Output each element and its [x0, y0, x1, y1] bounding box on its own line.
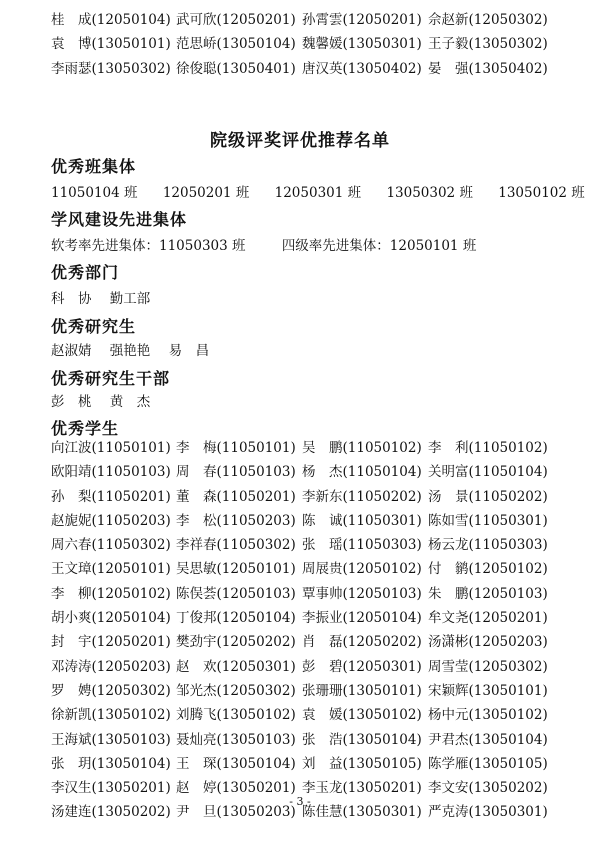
name-entry: 张 瑶(11050303) — [302, 537, 422, 554]
name-entry: 关明富(11050104) — [428, 464, 548, 481]
name-entry: 王文璋(12050101) — [51, 561, 171, 578]
excellent-students-list — [51, 436, 571, 825]
excellent-grad-list — [51, 339, 223, 359]
class-item: 13050302 班 — [386, 185, 473, 201]
name-entry: 李文安(13050202) — [428, 780, 548, 797]
grad-item: 易 昌 — [168, 343, 210, 359]
name-entry: 董 森(11050201) — [176, 488, 296, 505]
name-entry: 袁 博(13050101) — [51, 36, 171, 53]
name-entry: 牟文尧(12050201) — [428, 610, 548, 627]
name-entry: 王子毅(13050302) — [428, 36, 548, 53]
heading-grad-cadre: 优秀研究生干部 — [51, 369, 171, 388]
name-entry: 唐汉英(13050402) — [302, 60, 422, 77]
heading-excellent-class: 优秀班集体 — [51, 157, 137, 176]
cadre-item: 黄 杰 — [109, 394, 151, 410]
name-entry: 李玉龙(13050201) — [302, 780, 422, 797]
grad-item: 赵淑婧 — [51, 343, 92, 359]
name-entry: 汤 景(11050202) — [428, 488, 548, 505]
page-number: - 3 - — [289, 795, 311, 808]
heading-excellent-students: 优秀学生 — [51, 419, 120, 438]
name-entry: 范思峤(13050104) — [176, 36, 296, 53]
name-entry: 李新东(11050202) — [302, 488, 422, 505]
name-entry: 欧阳靖(11050103) — [51, 464, 171, 481]
name-entry: 袁 媛(13050102) — [302, 707, 422, 724]
name-entry: 向江波(11050101) — [51, 440, 171, 456]
heading-excellent-grad: 优秀研究生 — [51, 317, 137, 336]
name-entry: 刘 益(13050105) — [302, 755, 422, 772]
name-entry: 陈佳慧(13050301) — [302, 804, 422, 821]
name-entry: 李祥春(11050302) — [176, 537, 296, 554]
name-entry: 尹君杰(13050104) — [428, 731, 548, 748]
name-entry: 李汉生(13050201) — [51, 780, 171, 797]
name-entry: 严克涛(13050301) — [428, 804, 548, 821]
name-entry: 张珊珊(13050101) — [302, 682, 422, 699]
name-entry: 李 利(11050102) — [428, 440, 548, 456]
name-entry: 肖 磊(12050202) — [302, 634, 422, 651]
grad-cadre-list — [51, 390, 164, 410]
name-entry: 聂灿亮(13050103) — [176, 731, 296, 748]
name-entry: 李振业(12050104) — [302, 610, 422, 627]
name-entry: 周雪莹(12050302) — [428, 658, 548, 675]
name-entry: 杨云龙(11050303) — [428, 537, 548, 554]
dept-item: 勤工部 — [109, 291, 151, 307]
name-entry: 李 柳(12050102) — [51, 585, 171, 602]
top-name-list — [51, 8, 571, 81]
dept-item: 科 协 — [51, 291, 92, 307]
name-entry: 汤建连(13050202) — [51, 804, 171, 821]
name-entry: 张 玥(13050104) — [51, 755, 171, 772]
name-entry: 李 梅(11050101) — [176, 440, 296, 456]
name-entry: 张 浩(13050104) — [302, 731, 422, 748]
award-item: 软考率先进集体：11050303 班 — [51, 238, 246, 254]
name-entry: 赵 婷(13050201) — [176, 780, 296, 797]
name-entry: 孙霄雲(12050201) — [302, 12, 422, 28]
name-entry: 罗 娉(12050302) — [51, 682, 171, 699]
name-entry: 宋颖辉(13050101) — [428, 682, 548, 699]
heading-excellent-dept: 优秀部门 — [51, 263, 120, 282]
name-entry: 桂 成(12050104) — [51, 12, 171, 28]
grad-item: 强艳艳 — [109, 343, 151, 359]
name-entry: 李雨瑟(13050302) — [51, 60, 171, 77]
name-entry: 胡小爽(12050104) — [51, 610, 171, 627]
name-entry: 丁俊邦(12050104) — [176, 610, 296, 627]
name-entry: 徐俊聪(13050401) — [176, 60, 296, 77]
name-entry: 邓涛涛(12050203) — [51, 658, 171, 675]
name-entry: 杨中元(13050102) — [428, 707, 548, 724]
name-entry: 晏 强(13050402) — [428, 60, 548, 77]
name-entry: 付 鹟(12050102) — [428, 561, 548, 578]
name-entry: 赵旎妮(11050203) — [51, 512, 171, 529]
name-entry: 汤潇彬(12050203) — [428, 634, 548, 651]
study-style-list — [51, 234, 476, 254]
name-entry: 王 琛(13050104) — [176, 755, 296, 772]
excellent-dept-list — [51, 287, 164, 307]
name-entry: 吴 鹏(11050102) — [302, 440, 422, 456]
name-entry: 周展贵(12050102) — [302, 561, 422, 578]
name-entry: 邹光杰(12050302) — [176, 682, 296, 699]
page-title: 院级评奖评优推荐名单 — [210, 131, 390, 151]
name-entry: 李 松(11050203) — [176, 512, 296, 529]
name-entry: 吴思敏(12050101) — [176, 561, 296, 578]
name-entry: 覃事帅(12050103) — [302, 585, 422, 602]
name-entry: 尹 旦(13050203) — [176, 804, 296, 821]
name-entry: 刘腾飞(13050102) — [176, 707, 296, 724]
name-entry: 武可欣(12050201) — [176, 12, 296, 28]
class-item: 13050102 班 — [498, 185, 585, 201]
name-entry: 樊劲宇(12050202) — [176, 634, 296, 651]
name-entry: 陈学雁(13050105) — [428, 755, 548, 772]
name-entry: 孙 梨(11050201) — [51, 488, 171, 505]
class-item: 12050201 班 — [162, 185, 250, 201]
name-entry: 陈 诚(11050301) — [302, 512, 422, 529]
name-entry: 徐新凯(13050102) — [51, 707, 171, 724]
name-entry: 朱 鹏(12050103) — [428, 585, 548, 602]
name-entry: 魏馨媛(13050301) — [302, 36, 422, 53]
name-entry: 彭 碧(12050301) — [302, 658, 422, 675]
name-entry: 封 宇(12050201) — [51, 634, 171, 651]
name-entry: 陈俣荟(12050103) — [176, 585, 296, 602]
heading-study-style: 学风建设先进集体 — [51, 210, 188, 229]
award-item: 四级率先进集体：12050101 班 — [281, 238, 477, 254]
name-entry: 陈如雪(11050301) — [428, 512, 548, 529]
name-entry: 王海斌(13050103) — [51, 731, 171, 748]
cadre-item: 彭 桃 — [51, 394, 92, 410]
name-entry: 赵 欢(12050301) — [176, 658, 296, 675]
name-entry: 周 春(11050103) — [176, 464, 296, 481]
name-entry: 杨 杰(11050104) — [302, 464, 422, 481]
class-item: 12050301 班 — [274, 185, 362, 201]
name-entry: 佘赵新(12050302) — [428, 12, 548, 28]
excellent-class-list — [51, 181, 600, 201]
class-item: 11050104 班 — [51, 185, 138, 201]
name-entry: 周六春(11050302) — [51, 537, 171, 554]
